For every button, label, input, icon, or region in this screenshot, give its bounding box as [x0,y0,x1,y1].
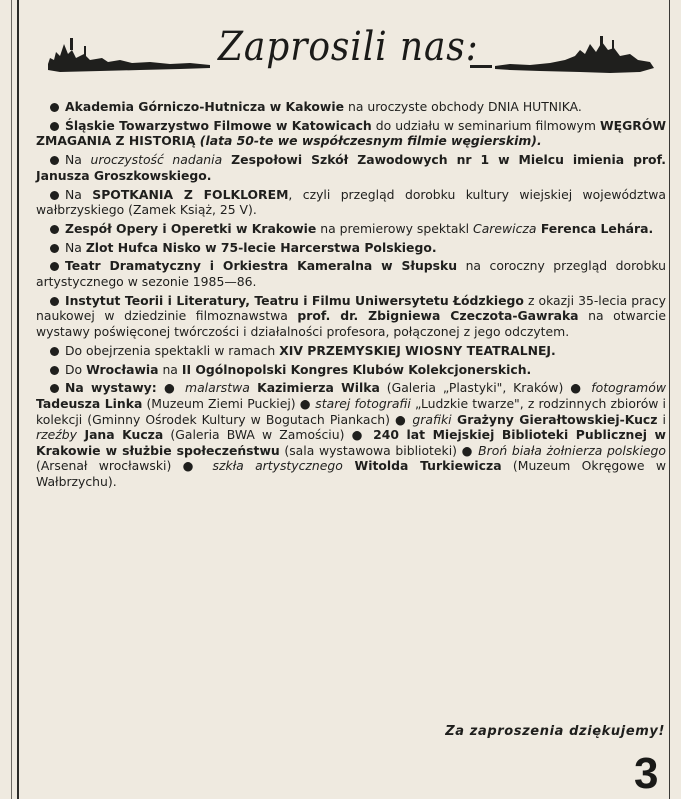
item-text: , czyli przegląd dorobku kultury wiejskiej województwa wałbrzyskiego (Zamek Książ, 25 V). [36,186,666,218]
invitation-item [36,221,666,237]
left-ornament-icon [48,38,210,72]
item-text: Kazimierza Wilka [249,380,380,396]
item-text: prof. dr. Zbigniewa Czeczota-Gawraka [297,308,579,324]
item-text: Teatr Dramatyczny i Orkiestra Kameralna w Słupsku [65,258,458,274]
bullet-icon [50,297,59,306]
item-text: (lata 50-te we współczesnym filmie węgierskim). [195,133,542,149]
inline-bullet-icon: ● [570,380,592,396]
inline-bullet-icon: ● [351,427,374,443]
inline-bullet-icon: ● [163,380,186,396]
item-text: Wrocławia [86,361,159,377]
item-text: II Ogólnopolski Kongres Klubów Kolekcjonerskich. [181,361,532,377]
bullet-icon [50,122,59,131]
inline-bullet-icon: ● [461,442,479,458]
item-text: (Arsenał wrocławski) [36,458,183,474]
page-number: 3 [634,749,659,798]
invitation-item [36,343,666,359]
invitation-item [36,187,666,218]
bullet-icon [50,347,59,356]
item-text: (sala wystawowa biblioteki) [279,442,462,458]
item-text: (Galeria „Plastyki", Kraków) [379,380,571,396]
item-text: Na wystawy: [65,380,164,396]
item-text: z okazji 35-lecia pracy naukowej w dziedzinie filmoznawstwa [36,292,666,324]
item-text: Witolda Turkiewicza [342,458,502,474]
bullet-icon [50,191,59,200]
item-text: Broń biała żołnierza polskiego [478,442,666,458]
item-text: Jana Kucza [76,427,164,443]
item-text: Do [65,361,87,377]
item-text: SPOTKANIA Z FOLKLOREM [92,186,289,202]
item-text: Zlot Hufca Nisko w 75-lecie Harcerstwa Polskiego. [85,239,437,255]
item-text: Śląskie Towarzystwo Filmowe w Katowicach [65,117,372,133]
bullet-icon [50,262,59,271]
item-text: szkła artystycznego [212,458,343,474]
invitation-item [36,362,666,378]
item-text: Zespołowi Szkół Zawodowych nr 1 w Mielcu imienia prof. Janusza Groszkowskiego. [36,152,666,183]
item-text: (Galeria BWA w Zamościu) [163,427,352,443]
item-text: na uroczyste obchody DNIA HUTNIKA. [344,99,582,114]
bullet-icon [50,244,59,253]
item-text: malarstwa [185,380,250,396]
item-text: WĘGRÓW ZMAGANIA Z HISTORIĄ [36,117,666,149]
item-text: (Muzeum Ziemi Puckiej) [142,395,300,411]
item-text: Na [65,239,86,255]
invitation-item [36,152,666,183]
item-text: na [158,361,182,377]
invitation-item [36,118,666,149]
item-text: Zespół Opery i Operetki w Krakowie [65,220,317,236]
item-text: na coroczny przegląd dorobku artystycznego w sezonie 1985—86. [36,258,666,290]
item-text: Do obejrzenia spektakli w ramach [65,342,280,358]
item-text: starej fotografii [315,395,411,411]
section-header [40,14,660,92]
invitation-item [36,240,666,256]
item-text: grafiki [412,411,452,427]
item-text: Grażyny Gierałtowskiej-Kucz [451,411,658,427]
right-margin-rule [669,0,670,799]
item-text: Na [65,152,91,168]
item-text: uroczystość nadania [90,152,223,168]
bullet-icon [50,103,59,112]
inline-bullet-icon: ● [182,458,213,474]
item-text: „Ludzkie twarze", z rodzinnych zbiorów i kolekcji (Gminny Ośrodek Kultury w Bogutach Piankach) [36,395,667,427]
page-title: Zaprosili nas: [218,24,479,70]
invitation-item [36,99,666,115]
item-text: na premierowy spektakl [316,220,474,236]
item-text: Carewicza [473,220,537,236]
item-text: Akademia Górniczo-Hutnicza w Kakowie [65,99,345,114]
inline-bullet-icon: ● [299,395,316,411]
left-margin-rule-thin [11,0,12,799]
left-margin-rule [17,0,19,799]
bullet-icon [50,366,59,375]
inline-bullet-icon: ● [395,411,413,427]
item-text: fotogramów [591,380,666,396]
bullet-icon [50,384,59,393]
item-text: Na [65,186,93,202]
item-text: rzeźby [36,427,77,443]
bullet-icon [50,156,59,165]
item-text: i [657,411,666,427]
closing-thanks: Za zaproszenia dziękujemy! [445,724,665,739]
item-text: Instytut Teorii i Literatury, Teatru i Filmu Uniwersytetu Łódzkiego [65,292,524,308]
item-text: do udziału w seminarium filmowym [371,117,600,133]
invitation-list [36,99,666,493]
invitation-item [36,258,666,289]
item-text: Tadeusza Linka [36,395,143,411]
item-text: 240 lat Miejskiej Biblioteki Publicznej w Krakowie w służbie społeczeństwu [36,427,666,458]
invitation-item [36,293,666,340]
invitation-item [36,380,666,489]
item-text: na otwarcie wystawy poświęconej twórczości i działalności profesora, połączonej z jego odczytem. [36,308,666,340]
item-text: Ferenca Lehára. [536,220,654,236]
right-ornament-icon [495,36,654,73]
bullet-icon [50,225,59,234]
item-text: XIV PRZEMYSKIEJ WIOSNY TEATRALNEJ. [279,342,556,358]
item-text: (Muzeum Okręgowe w Wałbrzychu). [36,458,666,489]
